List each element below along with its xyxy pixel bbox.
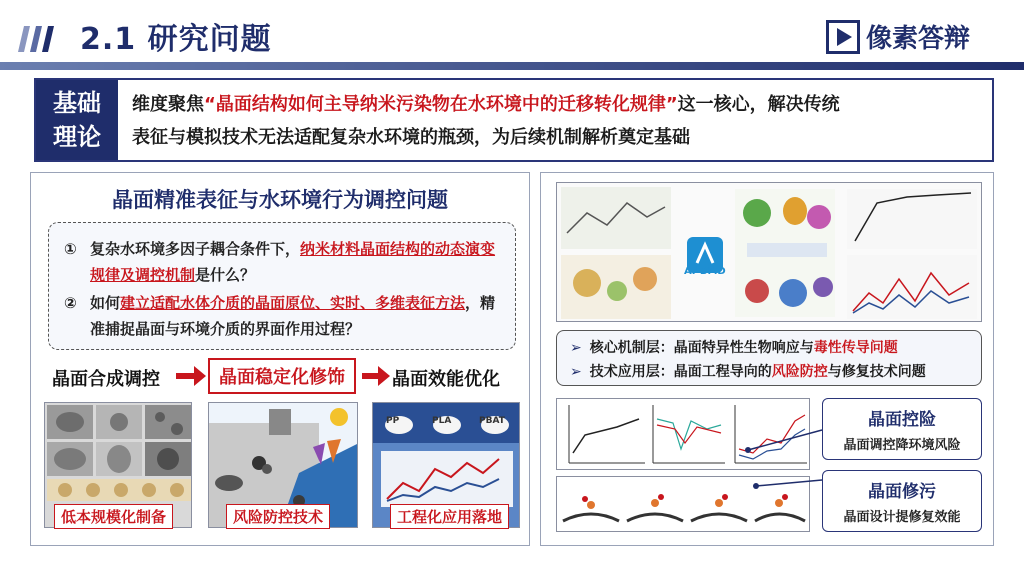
flow-step-left: 晶面合成调控: [52, 369, 160, 390]
question-number: ①: [64, 240, 77, 258]
flow-arrow-icon: [176, 373, 196, 379]
basics-label-line2: 理论: [53, 123, 101, 151]
flow-arrow-icon: [362, 373, 380, 379]
mechanism-highlight: 风险防控: [771, 364, 828, 380]
ai2bmd-logo-text: AI²BMD: [684, 266, 726, 277]
mechanism-highlight: 毒性传导问题: [813, 340, 898, 356]
tag-pla: PLA: [432, 416, 452, 426]
connector-lines-icon: [744, 420, 824, 490]
callout-risk-control: [822, 398, 982, 460]
arrow-bullet-icon: ➢: [570, 340, 582, 356]
tag-pp: PP: [386, 416, 400, 426]
tag-pbat: PBAT: [479, 416, 505, 426]
callout-subtitle: 晶面设计提修复效能: [843, 510, 961, 525]
question-highlight: 纳米材料晶面结构的动态演变规律及调控机制: [90, 240, 496, 284]
callout-title: 晶面控险: [868, 410, 936, 430]
question-number: ②: [64, 294, 77, 312]
brand-logo: [826, 18, 970, 55]
question-text: 如何: [90, 294, 121, 312]
mechanism-line-core: [570, 337, 898, 357]
flow-step-right: 晶面效能优化: [392, 369, 500, 390]
caption-risk-control: 风险防控技术: [226, 504, 330, 529]
left-panel-title: 晶面精准表征与水环境行为调控问题: [112, 188, 448, 212]
arrow-bullet-icon: ➢: [570, 364, 582, 380]
basics-label-line1: 基础: [53, 89, 101, 117]
question-item: [64, 236, 504, 288]
mechanism-line-tech: [570, 361, 926, 381]
question-text-end: ，精准捕捉晶面与环境介质的界面作用过程？: [90, 294, 496, 338]
question-text-end: 是什么？: [195, 266, 256, 284]
question-highlight: 建立适配水体介质的晶面原位、实时、多维表征方法: [120, 294, 466, 312]
basics-label: [36, 80, 118, 160]
page-title: 2.1 研究问题: [80, 22, 272, 57]
brand-name: 像素答辩: [866, 24, 971, 54]
basics-highlight: “晶面结构如何主导纳米污染物在水环境中的迁移转化规律”: [204, 94, 678, 115]
mechanism-text-end: 与修复技术问题: [827, 364, 926, 380]
question-text: 复杂水环境多因子耦合条件下，: [90, 240, 301, 258]
header-divider: [0, 62, 1024, 70]
mechanism-text: 核心机制层：晶面特异性生物响应与: [589, 340, 814, 356]
callout-subtitle: 晶面调控降环境风险: [843, 438, 961, 453]
mechanism-figure: [556, 182, 982, 322]
basics-line2: 表征与模拟技术无法适配复杂水环境的瓶颈，为后续机制解析奠定基础: [132, 127, 690, 148]
header-stripes-icon: [18, 26, 62, 52]
caption-engineering: 工程化应用落地: [390, 504, 509, 529]
mechanism-figure-icon: [557, 183, 982, 322]
brand-mark-icon: [826, 20, 860, 54]
basics-prefix: 维度聚焦: [132, 94, 204, 115]
question-item: [64, 290, 504, 342]
callout-remediation: [822, 470, 982, 532]
basics-text: [132, 88, 988, 154]
mechanism-text: 技术应用层：晶面工程导向的: [589, 364, 772, 380]
caption-low-cost-scale: 低本规模化制备: [54, 504, 173, 529]
flow-step-middle: 晶面稳定化修饰: [208, 358, 356, 394]
callout-title: 晶面修污: [868, 482, 936, 502]
basics-line1-suffix: 这一核心，解决传统: [677, 94, 840, 115]
